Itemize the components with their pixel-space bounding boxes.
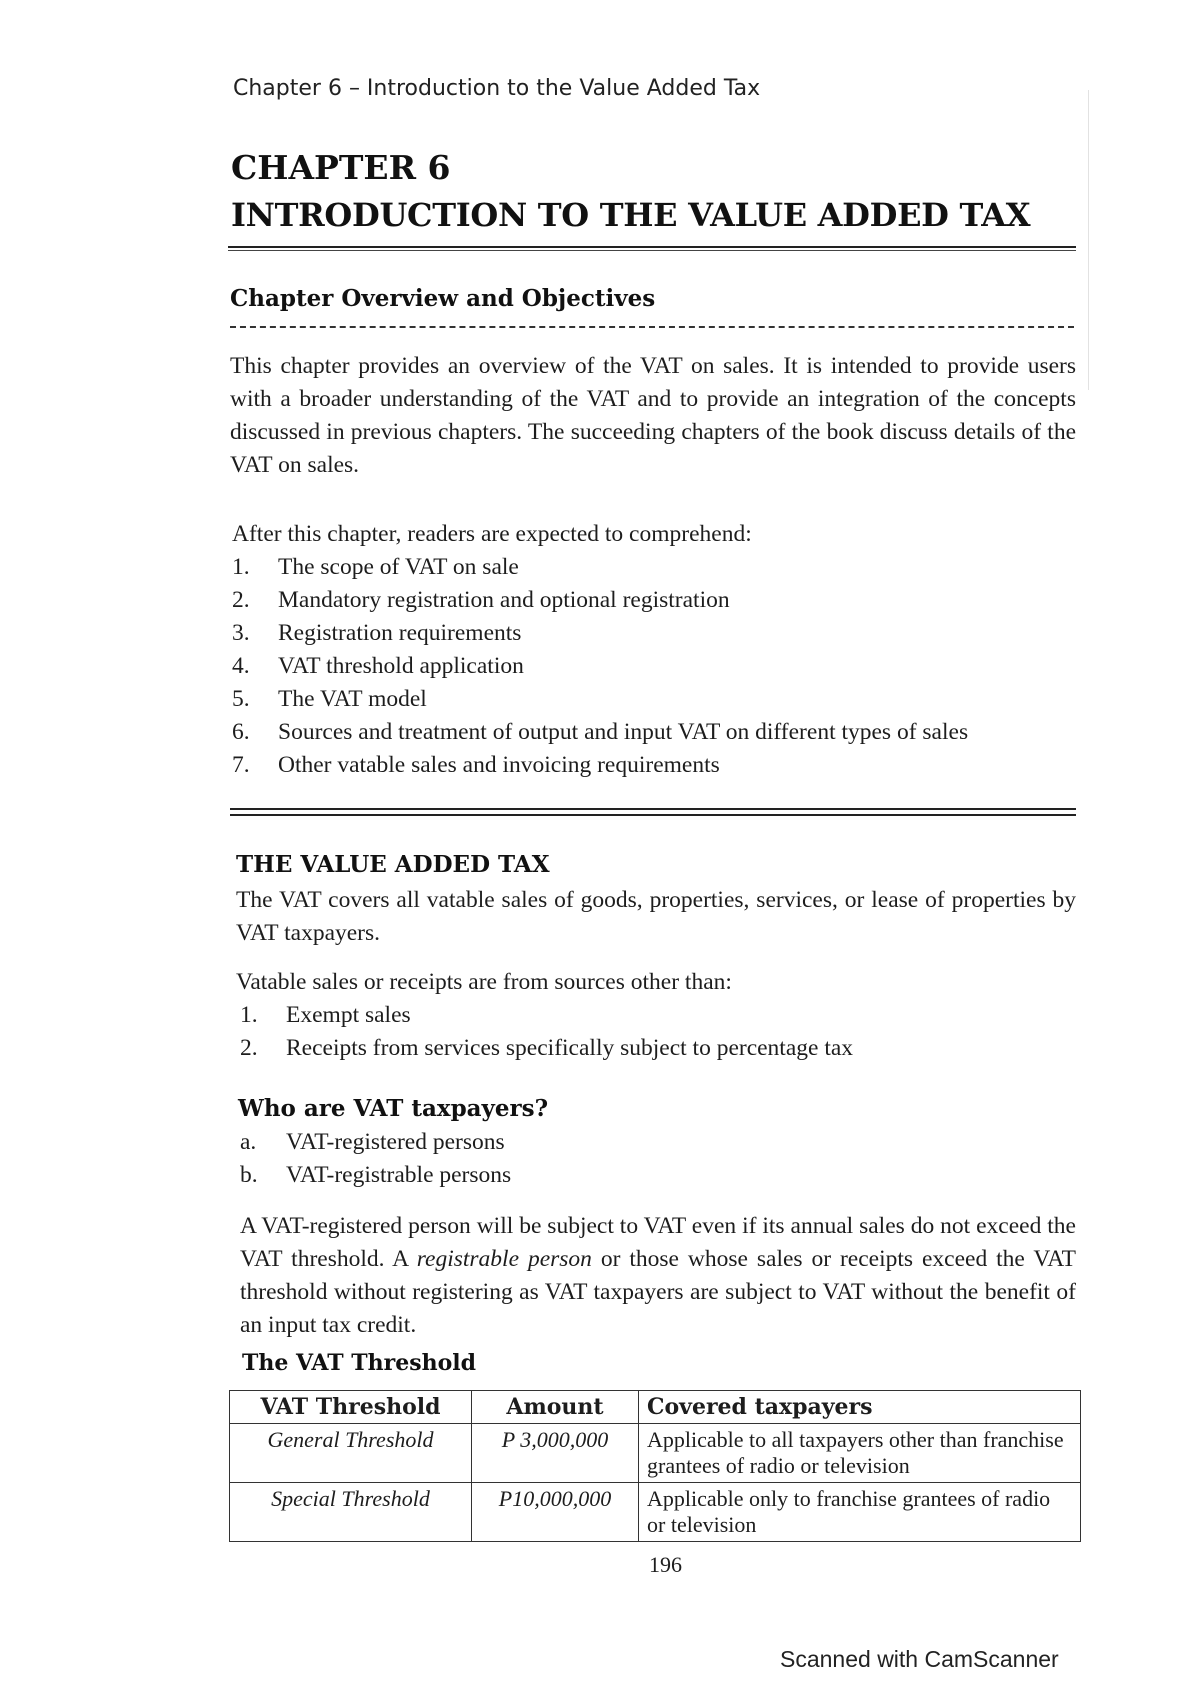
list-item-number: 1. bbox=[232, 554, 250, 580]
column-header-amount: Amount bbox=[472, 1391, 639, 1424]
list-item-number: 7. bbox=[232, 752, 250, 778]
taxpayers-heading: Who are VAT taxpayers? bbox=[238, 1095, 549, 1122]
running-header: Chapter 6 – Introduction to the Value Added Tax bbox=[233, 76, 761, 101]
list-item-text: VAT-registrable persons bbox=[286, 1162, 512, 1188]
overview-heading: Chapter Overview and Objectives bbox=[230, 285, 656, 312]
list-item bbox=[240, 1126, 1076, 1159]
list-item-number: 4. bbox=[232, 653, 250, 679]
table-row bbox=[230, 1424, 1081, 1483]
table-row bbox=[230, 1483, 1081, 1542]
list-item-text: The VAT model bbox=[278, 686, 427, 712]
double-divider bbox=[230, 808, 1076, 816]
list-item bbox=[232, 683, 1078, 716]
chapter-title: INTRODUCTION TO THE VALUE ADDED TAX bbox=[231, 196, 1031, 234]
scanner-watermark: Scanned with CamScanner bbox=[780, 1646, 1059, 1672]
page-number: 196 bbox=[649, 1552, 682, 1577]
list-item-number: a. bbox=[240, 1129, 257, 1155]
covered-taxpayers-cell: Applicable only to franchise grantees of radio or television bbox=[639, 1483, 1081, 1542]
column-header-threshold: VAT Threshold bbox=[230, 1391, 472, 1424]
list-item-text: VAT threshold application bbox=[278, 653, 524, 679]
vat-section-heading: THE VALUE ADDED TAX bbox=[236, 851, 550, 878]
vat-section-paragraph: The VAT covers all vatable sales of goods, properties, services, or lease of properties by VAT taxpayers. bbox=[236, 887, 1076, 946]
sources-list bbox=[240, 999, 1076, 1065]
amount-cell: P10,000,000 bbox=[472, 1483, 639, 1542]
threshold-name-cell: General Threshold bbox=[230, 1424, 472, 1483]
threshold-heading: The VAT Threshold bbox=[242, 1350, 477, 1376]
list-item-number: b. bbox=[240, 1162, 258, 1188]
list-item bbox=[240, 1159, 1076, 1192]
taxpayers-paragraph-part1: A VAT-registered person will be subject to VAT even if its annual sales do not exceed the VAT threshold. A bbox=[240, 1213, 1076, 1272]
list-item-number: 2. bbox=[232, 587, 250, 613]
list-item-text: Exempt sales bbox=[286, 1002, 411, 1028]
chapter-number: CHAPTER 6 bbox=[231, 148, 451, 187]
table-body bbox=[230, 1424, 1081, 1542]
taxpayers-paragraph bbox=[240, 1210, 1076, 1342]
list-item bbox=[232, 617, 1078, 650]
list-item-text: VAT-registered persons bbox=[286, 1129, 505, 1155]
list-item bbox=[232, 551, 1078, 584]
list-item bbox=[232, 650, 1078, 683]
scan-edge-shadow bbox=[1088, 90, 1089, 390]
list-item-text: Registration requirements bbox=[278, 620, 522, 646]
objectives-intro: After this chapter, readers are expected to comprehend: bbox=[232, 521, 752, 547]
list-item-text: Sources and treatment of output and input VAT on different types of sales bbox=[278, 719, 969, 745]
dashed-divider bbox=[230, 326, 1074, 328]
list-item-number: 6. bbox=[232, 719, 250, 745]
list-item-text: Other vatable sales and invoicing requirements bbox=[278, 752, 720, 778]
list-item bbox=[232, 749, 1078, 782]
threshold-name-cell: Special Threshold bbox=[230, 1483, 472, 1542]
list-item bbox=[240, 1032, 1076, 1065]
title-underline bbox=[228, 246, 1076, 251]
list-item-number: 1. bbox=[240, 1002, 258, 1028]
taxpayers-list bbox=[240, 1126, 1076, 1192]
list-item-text: The scope of VAT on sale bbox=[278, 554, 519, 580]
table-header-row bbox=[230, 1391, 1081, 1424]
overview-paragraph: This chapter provides an overview of the VAT on sales. It is intended to provide users with a broader understanding of the VAT and to provide an integration of the concepts discussed in previous chapters. The succeeding chapters of the book discuss details of the VAT on sales. bbox=[230, 353, 1076, 478]
list-item-number: 5. bbox=[232, 686, 250, 712]
list-item-text: Receipts from services specifically subject to percentage tax bbox=[286, 1035, 854, 1061]
amount-cell: P 3,000,000 bbox=[472, 1424, 639, 1483]
vat-threshold-table bbox=[229, 1390, 1081, 1542]
taxpayers-paragraph-part2: or those whose sales or receipts exceed the VAT threshold without registering as VAT taxpayers are subject to VAT without the benefit of an input tax credit. bbox=[240, 1246, 1077, 1338]
list-item-number: 2. bbox=[240, 1035, 258, 1061]
covered-taxpayers-cell: Applicable to all taxpayers other than franchise grantees of radio or television bbox=[639, 1424, 1081, 1483]
list-item bbox=[232, 716, 1078, 749]
list-item-number: 3. bbox=[232, 620, 250, 646]
registrable-person-term: registrable person bbox=[416, 1246, 592, 1272]
list-item-text: Mandatory registration and optional registration bbox=[278, 587, 730, 613]
column-header-covered: Covered taxpayers bbox=[639, 1391, 1081, 1424]
objectives-list bbox=[232, 551, 1078, 782]
list-item bbox=[240, 999, 1076, 1032]
sources-intro: Vatable sales or receipts are from sources other than: bbox=[236, 969, 732, 995]
list-item bbox=[232, 584, 1078, 617]
